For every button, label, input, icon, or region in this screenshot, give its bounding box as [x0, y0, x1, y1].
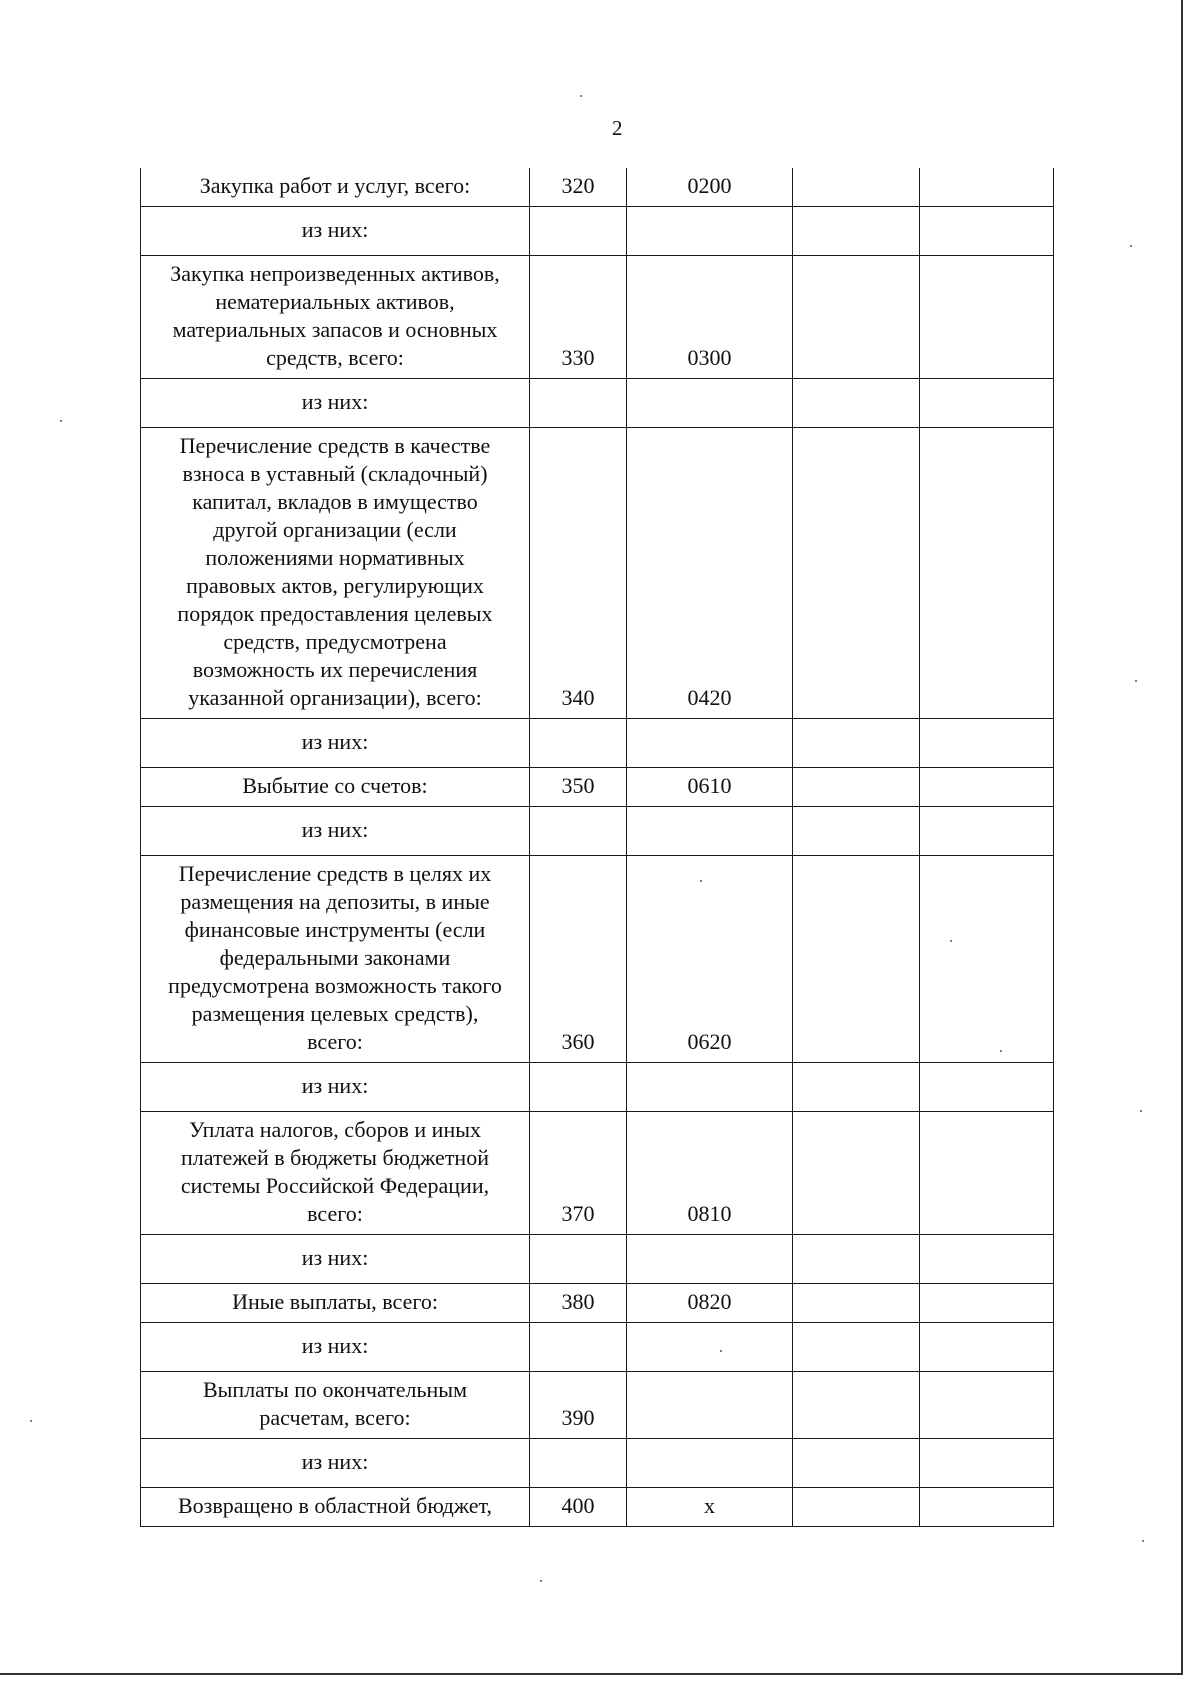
line-code-cell: 320 — [530, 168, 627, 207]
value-cell-a — [793, 856, 920, 1063]
row-name-cell — [141, 1488, 530, 1527]
row-name-cell — [141, 1112, 530, 1235]
budget-code-cell — [627, 807, 793, 856]
line-code-cell: 370 — [530, 1112, 627, 1235]
row-name-line: размещения целевых средств), — [191, 1001, 479, 1026]
scan-speck — [720, 1350, 722, 1352]
value-cell-b — [920, 768, 1054, 807]
row-name-line: Иные выплаты, всего: — [232, 1289, 438, 1314]
value-cell-b — [920, 379, 1054, 428]
budget-code-cell: 0620 — [627, 856, 793, 1063]
value-cell-a — [793, 1439, 920, 1488]
budget-code-cell — [627, 1439, 793, 1488]
row-name-line: правовых актов, регулирующих — [186, 573, 484, 598]
line-code-cell: 380 — [530, 1284, 627, 1323]
line-code-cell — [530, 379, 627, 428]
row-name-cell — [141, 379, 530, 428]
row-name-line: из них: — [301, 1333, 369, 1358]
table-row — [141, 1063, 1054, 1112]
value-cell-b — [920, 207, 1054, 256]
value-cell-b — [920, 807, 1054, 856]
row-name-cell — [141, 428, 530, 719]
row-name-line: порядок предоставления целевых — [177, 601, 493, 626]
line-code-cell — [530, 807, 627, 856]
value-cell-b — [920, 1112, 1054, 1235]
row-name-line: Возвращено в областной бюджет, — [177, 1493, 493, 1518]
budget-code-cell: 0810 — [627, 1112, 793, 1235]
row-name-line: из них: — [301, 729, 369, 754]
row-name-line: финансовые инструменты (если — [184, 917, 486, 942]
row-name-line: возможность их перечисления — [192, 657, 478, 682]
row-name-line: Перечисление средств в целях их — [178, 861, 492, 886]
table-row — [141, 719, 1054, 768]
budget-code-cell: 0200 — [627, 168, 793, 207]
value-cell-a — [793, 379, 920, 428]
value-cell-a — [793, 256, 920, 379]
scan-speck — [60, 420, 62, 422]
value-cell-b — [920, 1488, 1054, 1527]
row-name-line: Перечисление средств в качестве — [179, 433, 491, 458]
budget-code-cell: 0820 — [627, 1284, 793, 1323]
row-name-line: нематериальных активов, — [215, 289, 455, 314]
row-name-line: федеральными законами — [219, 945, 451, 970]
value-cell-b — [920, 168, 1054, 207]
value-cell-a — [793, 1372, 920, 1439]
table-row — [141, 1235, 1054, 1284]
row-name-cell — [141, 719, 530, 768]
table-row — [141, 807, 1054, 856]
table-row — [141, 1439, 1054, 1488]
line-code-cell — [530, 1323, 627, 1372]
table-body — [141, 168, 1054, 1527]
page-number: 2 — [612, 116, 623, 140]
line-code-cell: 400 — [530, 1488, 627, 1527]
row-name-line: указанной организации), всего: — [188, 685, 482, 710]
row-name-line: взноса в уставный (складочный) — [182, 461, 488, 486]
value-cell-a — [793, 1112, 920, 1235]
row-name-line: платежей в бюджеты бюджетной — [181, 1145, 489, 1170]
table-row — [141, 207, 1054, 256]
table-row — [141, 256, 1054, 379]
row-name-cell — [141, 1372, 530, 1439]
table-row — [141, 1112, 1054, 1235]
table-row — [141, 379, 1054, 428]
row-name-line: Выплаты по окончательным — [202, 1377, 468, 1402]
row-name-cell — [141, 168, 530, 207]
value-cell-a — [793, 1488, 920, 1527]
line-code-cell — [530, 719, 627, 768]
scan-speck — [1142, 1540, 1144, 1542]
value-cell-b — [920, 428, 1054, 719]
row-name-line: материальных запасов и основных — [172, 317, 498, 342]
row-name-line: размещения на депозиты, в иные — [180, 889, 490, 914]
value-cell-a — [793, 428, 920, 719]
value-cell-a — [793, 1284, 920, 1323]
scan-speck — [30, 1420, 32, 1422]
row-name-line: средств, предусмотрена — [223, 629, 447, 654]
table-row — [141, 428, 1054, 719]
line-code-cell: 330 — [530, 256, 627, 379]
value-cell-a — [793, 1235, 920, 1284]
row-name-cell — [141, 1323, 530, 1372]
table-row — [141, 1372, 1054, 1439]
scan-speck — [540, 1580, 542, 1582]
row-name-cell — [141, 1063, 530, 1112]
value-cell-b — [920, 1063, 1054, 1112]
row-name-line: из них: — [301, 817, 369, 842]
row-name-line: Закупка работ и услуг, всего: — [199, 173, 471, 198]
budget-code-cell — [627, 1323, 793, 1372]
row-name-line: из них: — [301, 217, 369, 242]
value-cell-a — [793, 1323, 920, 1372]
value-cell-b — [920, 1439, 1054, 1488]
line-code-cell — [530, 1439, 627, 1488]
budget-code-cell — [627, 207, 793, 256]
value-cell-b — [920, 1323, 1054, 1372]
row-name-line: предусмотрена возможность такого — [168, 973, 502, 998]
budget-code-cell — [627, 1372, 793, 1439]
budget-code-cell: 0420 — [627, 428, 793, 719]
row-name-line: всего: — [307, 1201, 363, 1226]
scan-speck — [1140, 1110, 1142, 1112]
line-code-cell — [530, 207, 627, 256]
row-name-line: из них: — [301, 389, 369, 414]
scan-speck — [580, 95, 582, 97]
scan-speck — [950, 940, 952, 942]
budget-code-cell: х — [627, 1488, 793, 1527]
row-name-line: Закупка непроизведенных активов, — [170, 261, 500, 286]
row-name-line: из них: — [301, 1449, 369, 1474]
value-cell-a — [793, 168, 920, 207]
row-name-line: всего: — [307, 1029, 363, 1054]
table-row — [141, 168, 1054, 207]
row-name-line: капитал, вкладов в имущество — [192, 489, 478, 514]
scan-speck — [1130, 245, 1132, 247]
row-name-cell — [141, 1235, 530, 1284]
line-code-cell — [530, 1063, 627, 1112]
row-name-line: из них: — [301, 1245, 369, 1270]
row-name-cell — [141, 1439, 530, 1488]
budget-code-cell: 0300 — [627, 256, 793, 379]
row-name-cell — [141, 856, 530, 1063]
scan-speck — [700, 880, 702, 882]
value-cell-b — [920, 1372, 1054, 1439]
row-name-line: положениями нормативных — [205, 545, 465, 570]
row-name-line: Уплата налогов, сборов и иных — [188, 1117, 482, 1142]
line-code-cell: 350 — [530, 768, 627, 807]
value-cell-b — [920, 1284, 1054, 1323]
line-code-cell: 360 — [530, 856, 627, 1063]
row-name-line: расчетам, всего: — [259, 1405, 411, 1430]
table-row — [141, 768, 1054, 807]
row-name-cell — [141, 207, 530, 256]
value-cell-a — [793, 1063, 920, 1112]
table-row — [141, 1284, 1054, 1323]
budget-code-cell — [627, 379, 793, 428]
row-name-cell — [141, 256, 530, 379]
table-row — [141, 1323, 1054, 1372]
table-row — [141, 1488, 1054, 1527]
row-name-line: средств, всего: — [266, 345, 404, 370]
row-name-line: системы Российской Федерации, — [180, 1173, 490, 1198]
value-cell-a — [793, 768, 920, 807]
value-cell-a — [793, 207, 920, 256]
line-code-cell: 390 — [530, 1372, 627, 1439]
line-code-cell — [530, 1235, 627, 1284]
line-code-cell: 340 — [530, 428, 627, 719]
value-cell-a — [793, 719, 920, 768]
report-table — [140, 168, 1054, 1527]
budget-code-cell: 0610 — [627, 768, 793, 807]
budget-code-cell — [627, 1063, 793, 1112]
value-cell-b — [920, 1235, 1054, 1284]
scan-speck — [1135, 680, 1137, 682]
row-name-cell — [141, 1284, 530, 1323]
table-row — [141, 856, 1054, 1063]
value-cell-b — [920, 719, 1054, 768]
row-name-line: Выбытие со счетов: — [242, 773, 428, 798]
row-name-cell — [141, 807, 530, 856]
row-name-line: другой организации (если — [213, 517, 457, 542]
row-name-line: из них: — [301, 1073, 369, 1098]
row-name-cell — [141, 768, 530, 807]
budget-code-cell — [627, 719, 793, 768]
value-cell-a — [793, 807, 920, 856]
scan-speck — [1000, 1050, 1002, 1052]
value-cell-b — [920, 256, 1054, 379]
value-cell-b — [920, 856, 1054, 1063]
budget-code-cell — [627, 1235, 793, 1284]
